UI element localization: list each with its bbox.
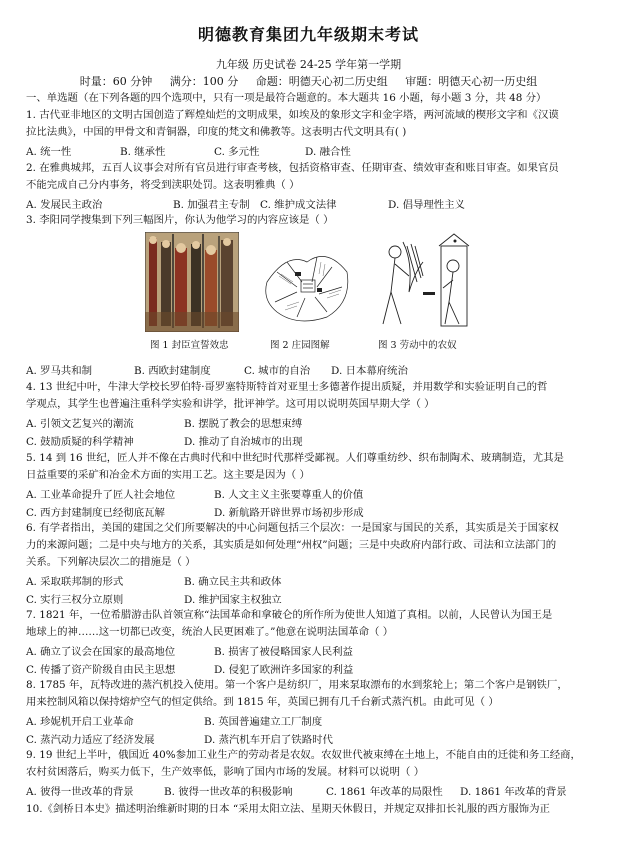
option-b: B. 加强君主专制 — [173, 199, 250, 211]
question-line: 4. 13 世纪中叶，牛津大学校长罗伯特·哥罗塞特斯特首对亚里士多德著作提出质疑，并用数学和实验证明自己的哲 — [26, 381, 548, 393]
option-c: C. 城市的自治 — [244, 365, 311, 377]
question-line: 5. 14 到 16 世纪，匠人并不像在古典时代和中世纪时代那样受鄙视。人们尊重纺纱、织布制陶术、玻璃制造，尤其是 — [26, 452, 564, 464]
question-line: 6. 有学者指出，美国的建国之父们所要解决的中心问题包括三个层次：一是国家与国民的关系，其实质是关于国家权 — [26, 522, 559, 534]
question-line: 2. 在雅典城邦，五百人议事会对所有官员进行审查考核，包括资格审查、任期审查、绩效审查和账目审查。如果官员 — [26, 162, 559, 174]
option-b: B. 确立民主共和政体 — [184, 576, 282, 588]
exam-author: 命题：明德天心初二历史组 — [255, 75, 388, 88]
question-line: 不能完成自己分内事务，将受到渎职处罚。这表明雅典（ ） — [26, 179, 300, 191]
option-d: D. 维护国家主权独立 — [184, 594, 282, 606]
option-c: C. 蒸汽动力适应了经济发展 — [26, 734, 155, 746]
option-a: A. 罗马共和制 — [26, 365, 93, 377]
question-line: 9. 19 世纪上半叶，俄国近 40%参加工业生产的劳动者是农奴。农奴世代被束缚在土地上，不能自由的迁徙和务工经商， — [26, 749, 581, 761]
figure-caption-2: 图 2 庄园图解 — [270, 340, 330, 351]
question-line: 3. 李阳同学搜集到下列三幅图片，你认为他学习的内容应该是（ ） — [26, 214, 334, 226]
figure-caption-3: 图 3 劳动中的农奴 — [378, 340, 457, 351]
exam-subtitle: 九年级 历史试卷 24-25 学年第一学期 — [215, 58, 402, 71]
question-line: 学观点，其学生也普遍注重科学实验和讲学，批评神学。这可用以说明英国早期大学（ ） — [26, 398, 435, 410]
option-a: A. 确立了议会在国家的最高地位 — [26, 646, 176, 658]
option-b: B. 西欧封建制度 — [134, 365, 211, 377]
option-c: C. 传播了资产阶级自由民主思想 — [26, 664, 176, 676]
option-b: B. 彼得一世改革的积极影响 — [164, 786, 293, 798]
exam-reviewer: 审题：明德天心初一历史组 — [405, 75, 538, 88]
option-d: D. 新航路开辟世界市场初步形成 — [214, 507, 364, 519]
option-c: C. 实行三权分立原则 — [26, 594, 124, 606]
option-d: D. 蒸汽机车开启了铁路时代 — [204, 734, 333, 746]
option-a: A. 统一性 — [26, 146, 72, 158]
option-b: B. 英国普遍建立工厂制度 — [204, 716, 323, 728]
section-heading: 一、单选题（在下列各题的四个选项中，只有一项是最符合题意的。本大题共 16 小题，每小题 3 分，共 48 分） — [26, 92, 547, 104]
option-d: D. 侵犯了欧洲许多国家的利益 — [214, 664, 354, 676]
option-b: B. 损害了被侵略国家人民利益 — [214, 646, 353, 658]
option-c: C. 西方封建制度已经彻底瓦解 — [26, 507, 165, 519]
question-line: 用来控制风箱以保持熔炉空气的恒定供给。到 1815 年，英国已拥有几千台新式蒸汽机。由此可见（ ） — [26, 696, 499, 708]
question-line: 拉比法典》，中国的甲骨文和青铜器，印度的梵文和佛教等。这表明古代文明具有( ) — [26, 126, 407, 138]
option-d: D. 推动了自治城市的出现 — [184, 436, 303, 448]
figure-caption-1: 图 1 封臣宣誓效忠 — [150, 340, 229, 351]
option-c: C. 鼓励质疑的科学精神 — [26, 436, 134, 448]
option-a: A. 采取联邦制的形式 — [26, 576, 124, 588]
vassal-oath-image — [145, 232, 239, 332]
question-line: 日益重要的采矿和冶金术方面的实用工艺。这主要是因为（ ） — [26, 469, 310, 481]
option-a: A. 引领文艺复兴的潮流 — [26, 418, 134, 430]
option-a: A. 珍妮机开启工业革命 — [26, 716, 134, 728]
option-d: D. 融合性 — [305, 146, 351, 158]
option-b: B. 摆脱了教会的思想束缚 — [184, 418, 303, 430]
option-c: C. 1861 年改革的局限性 — [326, 786, 443, 798]
question-line: 1. 古代亚非地区的文明古国创造了辉煌灿烂的文明成果，如埃及的象形文字和金字塔，两河流域的楔形文字和《汉谟 — [26, 109, 559, 121]
option-c: C. 多元性 — [214, 146, 260, 158]
manor-diagram-image — [257, 232, 357, 332]
serfs-working-image — [373, 232, 473, 332]
option-c: C. 维护成文法律 — [260, 199, 337, 211]
question-line: 农村贫困落后，购买力低下，生产效率低，影响了国内市场的发展。材料可以说明（ ） — [26, 766, 425, 778]
option-a: A. 发展民主政治 — [26, 199, 103, 211]
option-d: D. 1861 年改革的背景 — [460, 786, 567, 798]
question-line: 10.《剑桥日本史》描述明治维新时期的日本 “采用太阳立法、星期天休假日，并规定双排扣长礼服的西方服饰为正 — [26, 803, 550, 815]
exam-info — [0, 73, 617, 89]
exam-time: 时量：60 分钟 — [79, 75, 153, 88]
question-line: 地球上的神……这一切都已改变，统治人民更困难了。”他意在说明法国革命（ ） — [26, 626, 394, 638]
exam-score: 满分：100 分 — [169, 75, 239, 88]
option-b: B. 继承性 — [120, 146, 166, 158]
option-d: D. 日本幕府统治 — [331, 365, 408, 377]
question-line: 7. 1821 年，一位希腊游击队首领宣称“法国革命和拿破仑的所作所为使世人知道了真相。以前，人民曾认为国王是 — [26, 609, 553, 621]
option-d: D. 倡导理性主义 — [388, 199, 465, 211]
question-line: 8. 1785 年，瓦特改进的蒸汽机投入使用。第一个客户是纺织厂，用来泵取漂布的水到浆轮上；第二个客户是钢铁厂， — [26, 679, 568, 691]
question-line: 力的来源问题；二是中央与地方的关系，其实质是如何处理“州权”问题；三是中央政府内部行政、司法和立法部门的 — [26, 539, 557, 551]
question-line: 关系。下列解决层次二的措施是（ ） — [26, 556, 196, 568]
option-b: B. 人文主义主张要尊重人的价值 — [214, 489, 364, 501]
exam-title: 明德教育集团九年级期末考试 — [197, 25, 419, 44]
option-a: A. 彼得一世改革的背景 — [26, 786, 134, 798]
option-a: A. 工业革命提升了匠人社会地位 — [26, 489, 176, 501]
